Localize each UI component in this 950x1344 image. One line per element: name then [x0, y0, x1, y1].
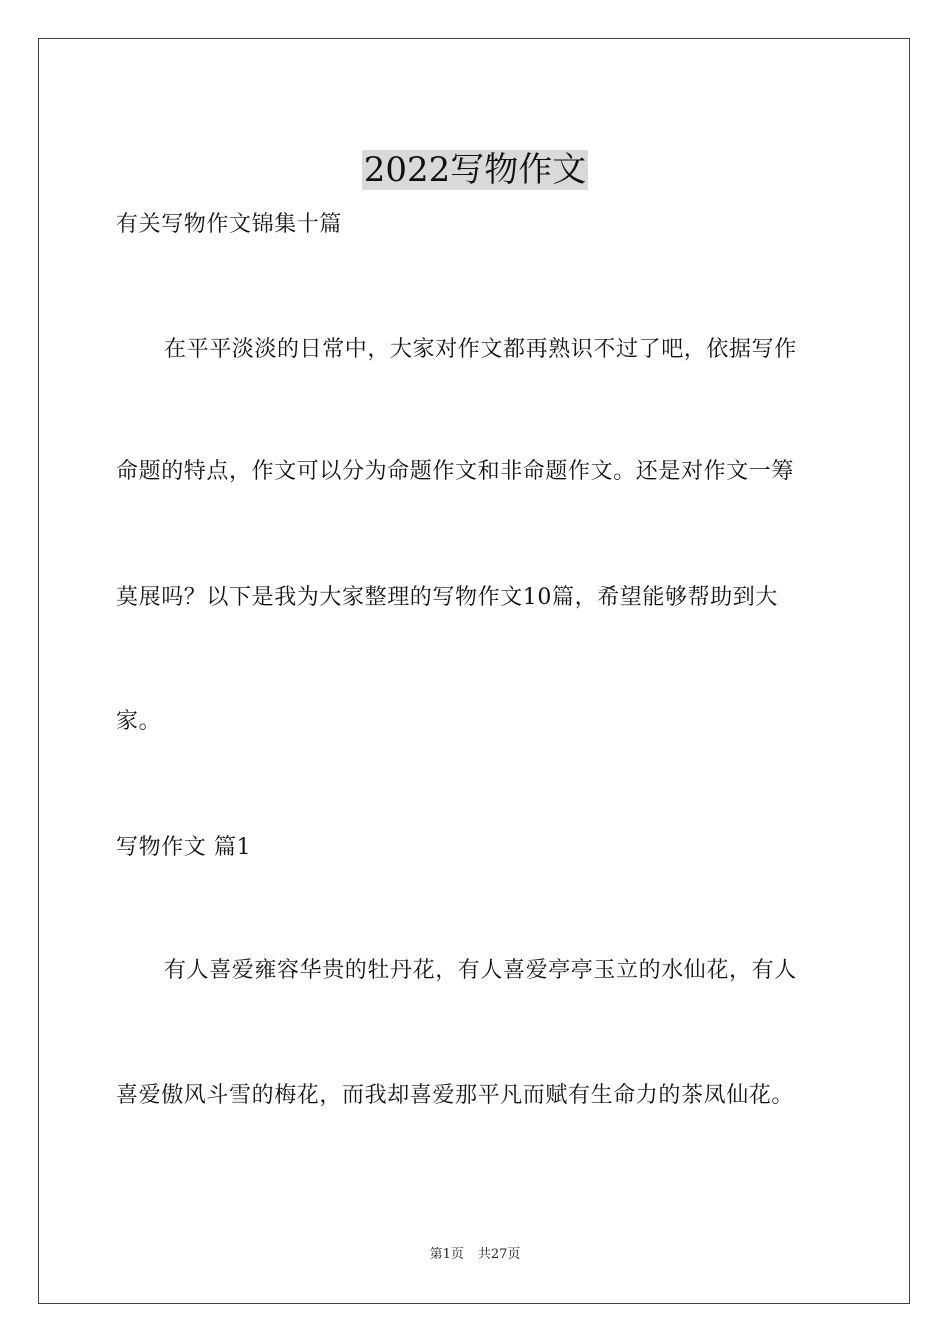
document-title	[0, 147, 950, 193]
page-footer	[0, 1246, 950, 1264]
intro-line-3: 莫展吗？以下是我为大家整理的写物作文10篇，希望能够帮助到大	[116, 585, 778, 610]
intro-line-4: 家。	[116, 709, 162, 734]
page-total: 共27页	[477, 1247, 521, 1262]
page-number: 第1页	[429, 1247, 464, 1262]
section-line-1: 有人喜爱雍容华贵的牡丹花，有人喜爱亭亭玉立的水仙花，有人	[164, 958, 797, 983]
document-subtitle: 有关写物作文锦集十篇	[116, 212, 343, 237]
document-title-text: 2022写物作文	[363, 149, 587, 190]
intro-line-2: 命题的特点，作文可以分为命题作文和非命题作文。还是对作文一筹	[116, 459, 795, 484]
intro-line-1: 在平平淡淡的日常中，大家对作文都再熟识不过了吧，依据写作	[164, 337, 797, 362]
section-line-2: 喜爱傲风斗雪的梅花，而我却喜爱那平凡而赋有生命力的茶凤仙花。	[116, 1083, 795, 1108]
section-heading: 写物作文 篇1	[116, 835, 252, 860]
